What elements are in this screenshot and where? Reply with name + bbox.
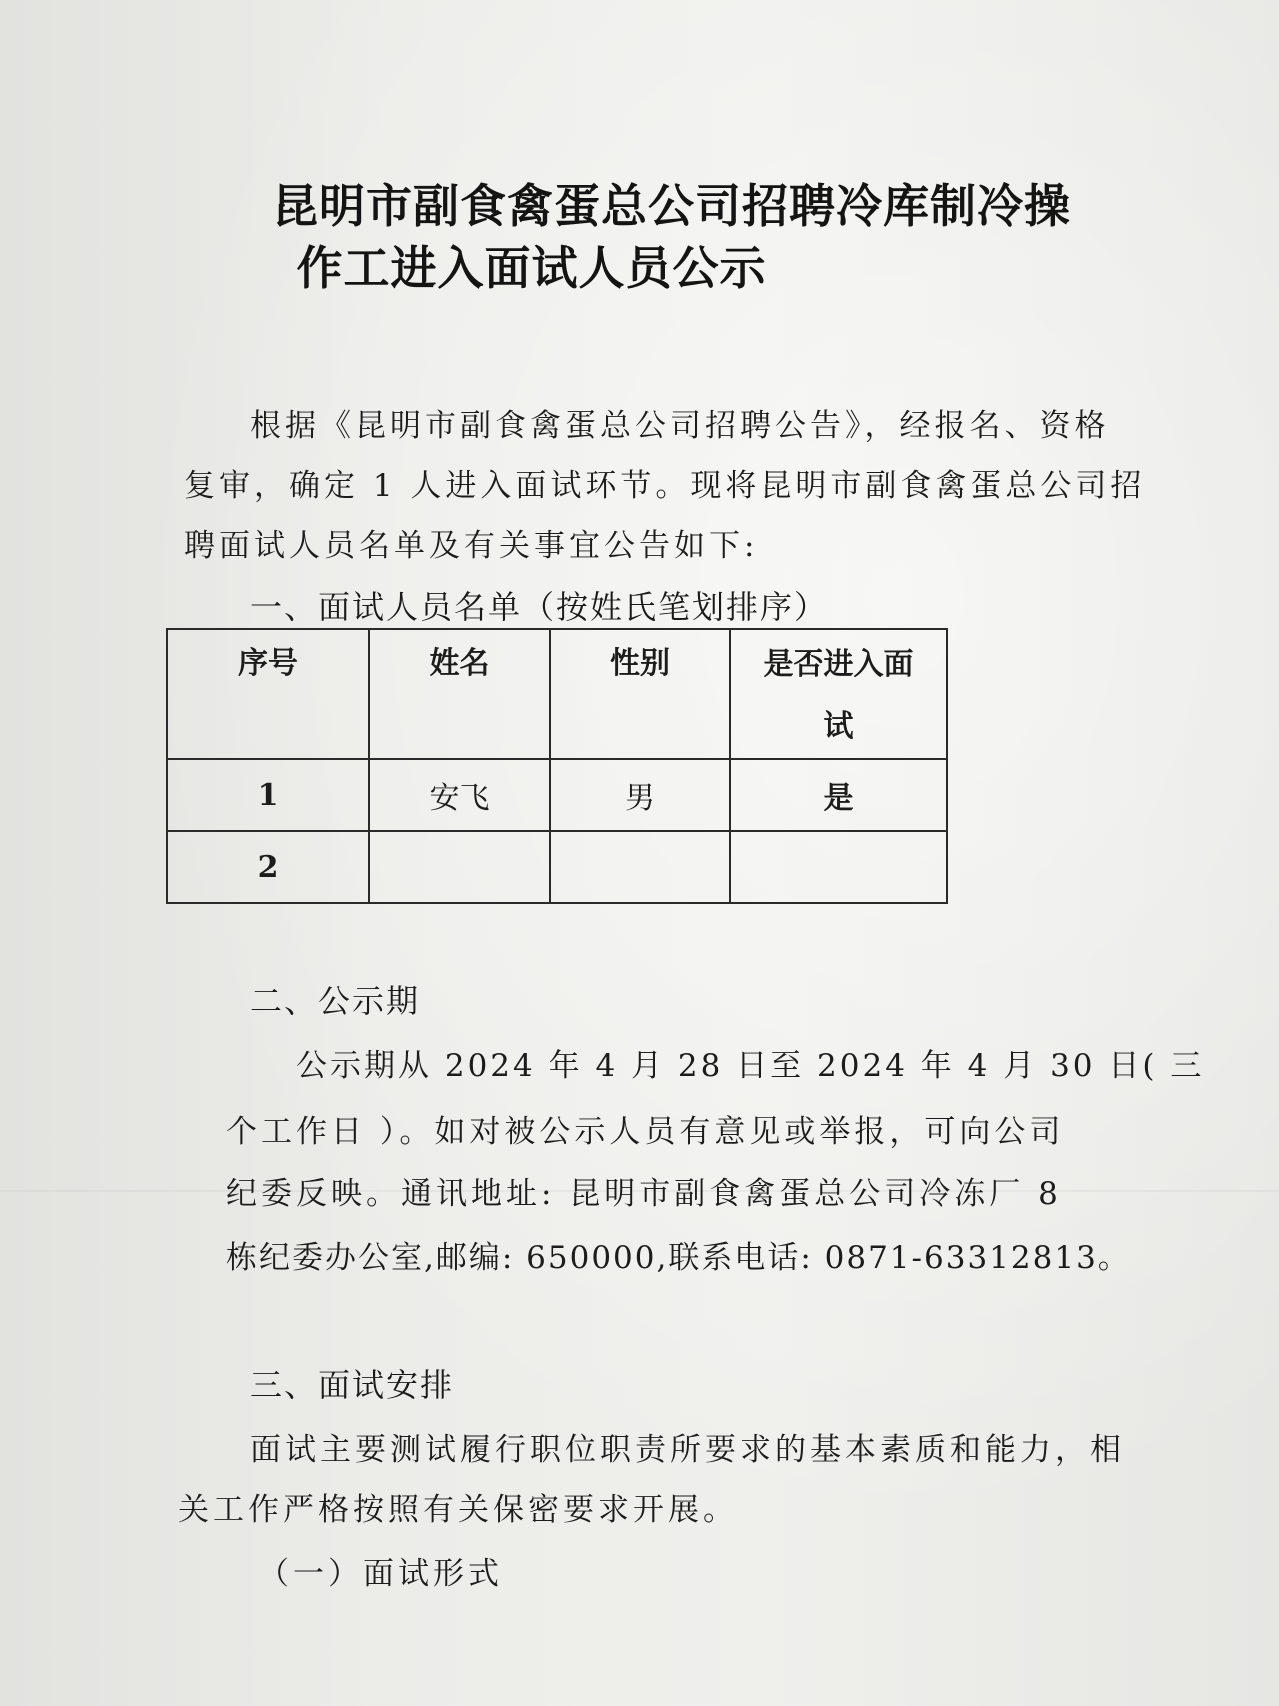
section-2-line-2: 个工作日 ）。如对被公示人员有意见或举报，可向公司: [226, 1114, 1065, 1150]
section-3-line-2: 关工作严格按照有关保密要求开展。: [178, 1492, 738, 1528]
header-interview-label: 是否进入面试: [763, 647, 914, 744]
table-row: [167, 759, 947, 831]
row-2-name: [369, 831, 550, 903]
document-title-line-2: 作工进入面试人员公示: [296, 241, 767, 295]
header-gender: 性别: [550, 629, 730, 759]
section-2-heading: 二、公示期: [250, 982, 421, 1020]
row-1-name: 安飞: [369, 759, 550, 831]
row-1-gender: 男: [550, 759, 730, 831]
table-row: [167, 831, 947, 903]
intro-line-1: 根据《昆明市副食禽蛋总公司招聘公告》，经报名、资格: [250, 408, 1110, 444]
row-2-gender: [550, 831, 730, 903]
interview-roster-table: [166, 628, 948, 904]
section-1-heading: 一、面试人员名单（按姓氏笔划排序）: [250, 588, 829, 626]
header-interview: [730, 629, 947, 759]
table-header-row: [167, 629, 947, 759]
intro-line-3: 聘面试人员名单及有关事宜公告如下:: [184, 528, 759, 564]
row-2-index: 2: [167, 831, 369, 903]
section-3-sub-heading: （一）面试形式: [258, 1556, 503, 1592]
intro-line-2: 复审，确定 1 人进入面试环节。现将昆明市副食禽蛋总公司招: [184, 468, 1146, 504]
header-name: 姓名: [369, 629, 550, 759]
row-2-interview: [730, 831, 947, 903]
header-index: 序号: [167, 629, 369, 759]
row-1-index: 1: [167, 759, 369, 831]
section-3-line-1: 面试主要测试履行职位职责所要求的基本素质和能力，相: [250, 1432, 1125, 1468]
section-2-line-3: 纪委反映。通讯地址: 昆明市副食禽蛋总公司冷冻厂 8: [226, 1176, 1062, 1212]
section-2-line-1: 公示期从 2024 年 4 月 28 日至 2024 年 4 月 30 日( 三: [296, 1048, 1205, 1084]
section-3-heading: 三、面试安排: [250, 1366, 455, 1404]
row-1-interview: 是: [730, 759, 947, 831]
document-title-line-1: 昆明市副食禽蛋总公司招聘冷库制冷操: [272, 179, 1071, 233]
section-2-line-4: 栋纪委办公室,邮编: 650000,联系电话: 0871-63312813。: [226, 1240, 1131, 1276]
